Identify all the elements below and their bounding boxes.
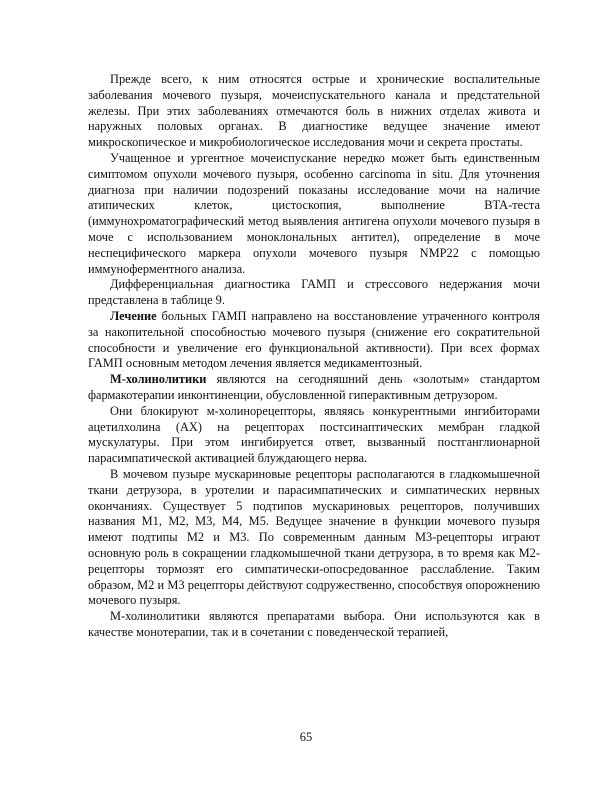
paragraph-5: М-холинолитики являются на сегодняшний день «золотым» стандартом фармакотерапии инконтиненции, обусловленной гиперактивным детрузором.: [88, 372, 540, 402]
paragraph-1: Прежде всего, к ним относятся острые и хронические воспалительные заболевания мочевого пузыря, мочеиспускательного канала и предстательной железы. При этих заболеваниях отмечаются боль в нижних отделах живота и наружных половых органах. В диагностике ведущее значение имеют микроскопическое и микробиологическое исследования мочи и секрета простаты.: [88, 72, 540, 150]
bold-term-m-holinolitiki: М-холинолитики: [110, 372, 207, 387]
paragraph-8: М-холинолитики являются препаратами выбора. Они используются как в качестве монотерапии, так и в сочетании с поведенческой терапией,: [88, 609, 540, 639]
paragraph-3: Дифференциальная диагностика ГАМП и стрессового недержания мочи представлена в таблице 9.: [88, 277, 540, 308]
paragraph-7: В мочевом пузыре мускариновые рецепторы располагаются в гладкомышечной ткани детрузора, в уротелии и парасимпатических и симпатических нервных окончаниях. Существует 5 подтипов мускариновых рецепторов, получивших названия М1, М2, М3, М4, М5. Ведущее значение в функции мочевого пузыря имеют подтипы М2 и М3. По современным данным М3-рецепторы играют основную роль в сокращении гладкомышечной ткани детрузора, в то время как М2-рецепторы тормозят его симпатически-опосредованное расслабление. Таким образом, М2 и М3 рецепторы действуют содружественно, способствуя опорожнению мочевого пузыря.: [88, 466, 540, 608]
paragraph-4: Лечение больных ГАМП направлено на восстановление утраченного контроля за накопительной способностью мочевого пузыря (снижение его сократительной способности и увеличение его функциональной активности). При всех формах ГАМП основным методом лечения является медикаментозный.: [88, 308, 540, 371]
bold-term-lechenie: Лечение: [110, 308, 157, 323]
page-text: [88, 72, 540, 641]
paragraph-2: Учащенное и ургентное мочеиспускание нередко может быть единственным симптомом опухоли мочевого пузыря, особенно carcinoma in situ. Для уточнения диагноза при наличии подозрений показаны исследование мочи на наличие атипических клеток, цистоскопия, выполнение BTA-теста (иммунохроматографический метод выявления антигена опухоли мочевого пузыря в моче с использованием моноклональных антител), определение в моче неспецифического маркера опухоли мочевого пузыря NMP22 с помощью иммуноферментного анализа.: [88, 150, 540, 276]
page-number: 65: [299, 730, 313, 744]
paragraph-6: Они блокируют м-холинорецепторы, являясь конкурентными ингибиторами ацетилхолина (АХ) на рецепторах постсинаптических мембран гладкой мускулатуры. При этом ингибируется ответ, вызванный постганглионарной парасимпатической активацией блуждающего нерва.: [88, 403, 540, 466]
